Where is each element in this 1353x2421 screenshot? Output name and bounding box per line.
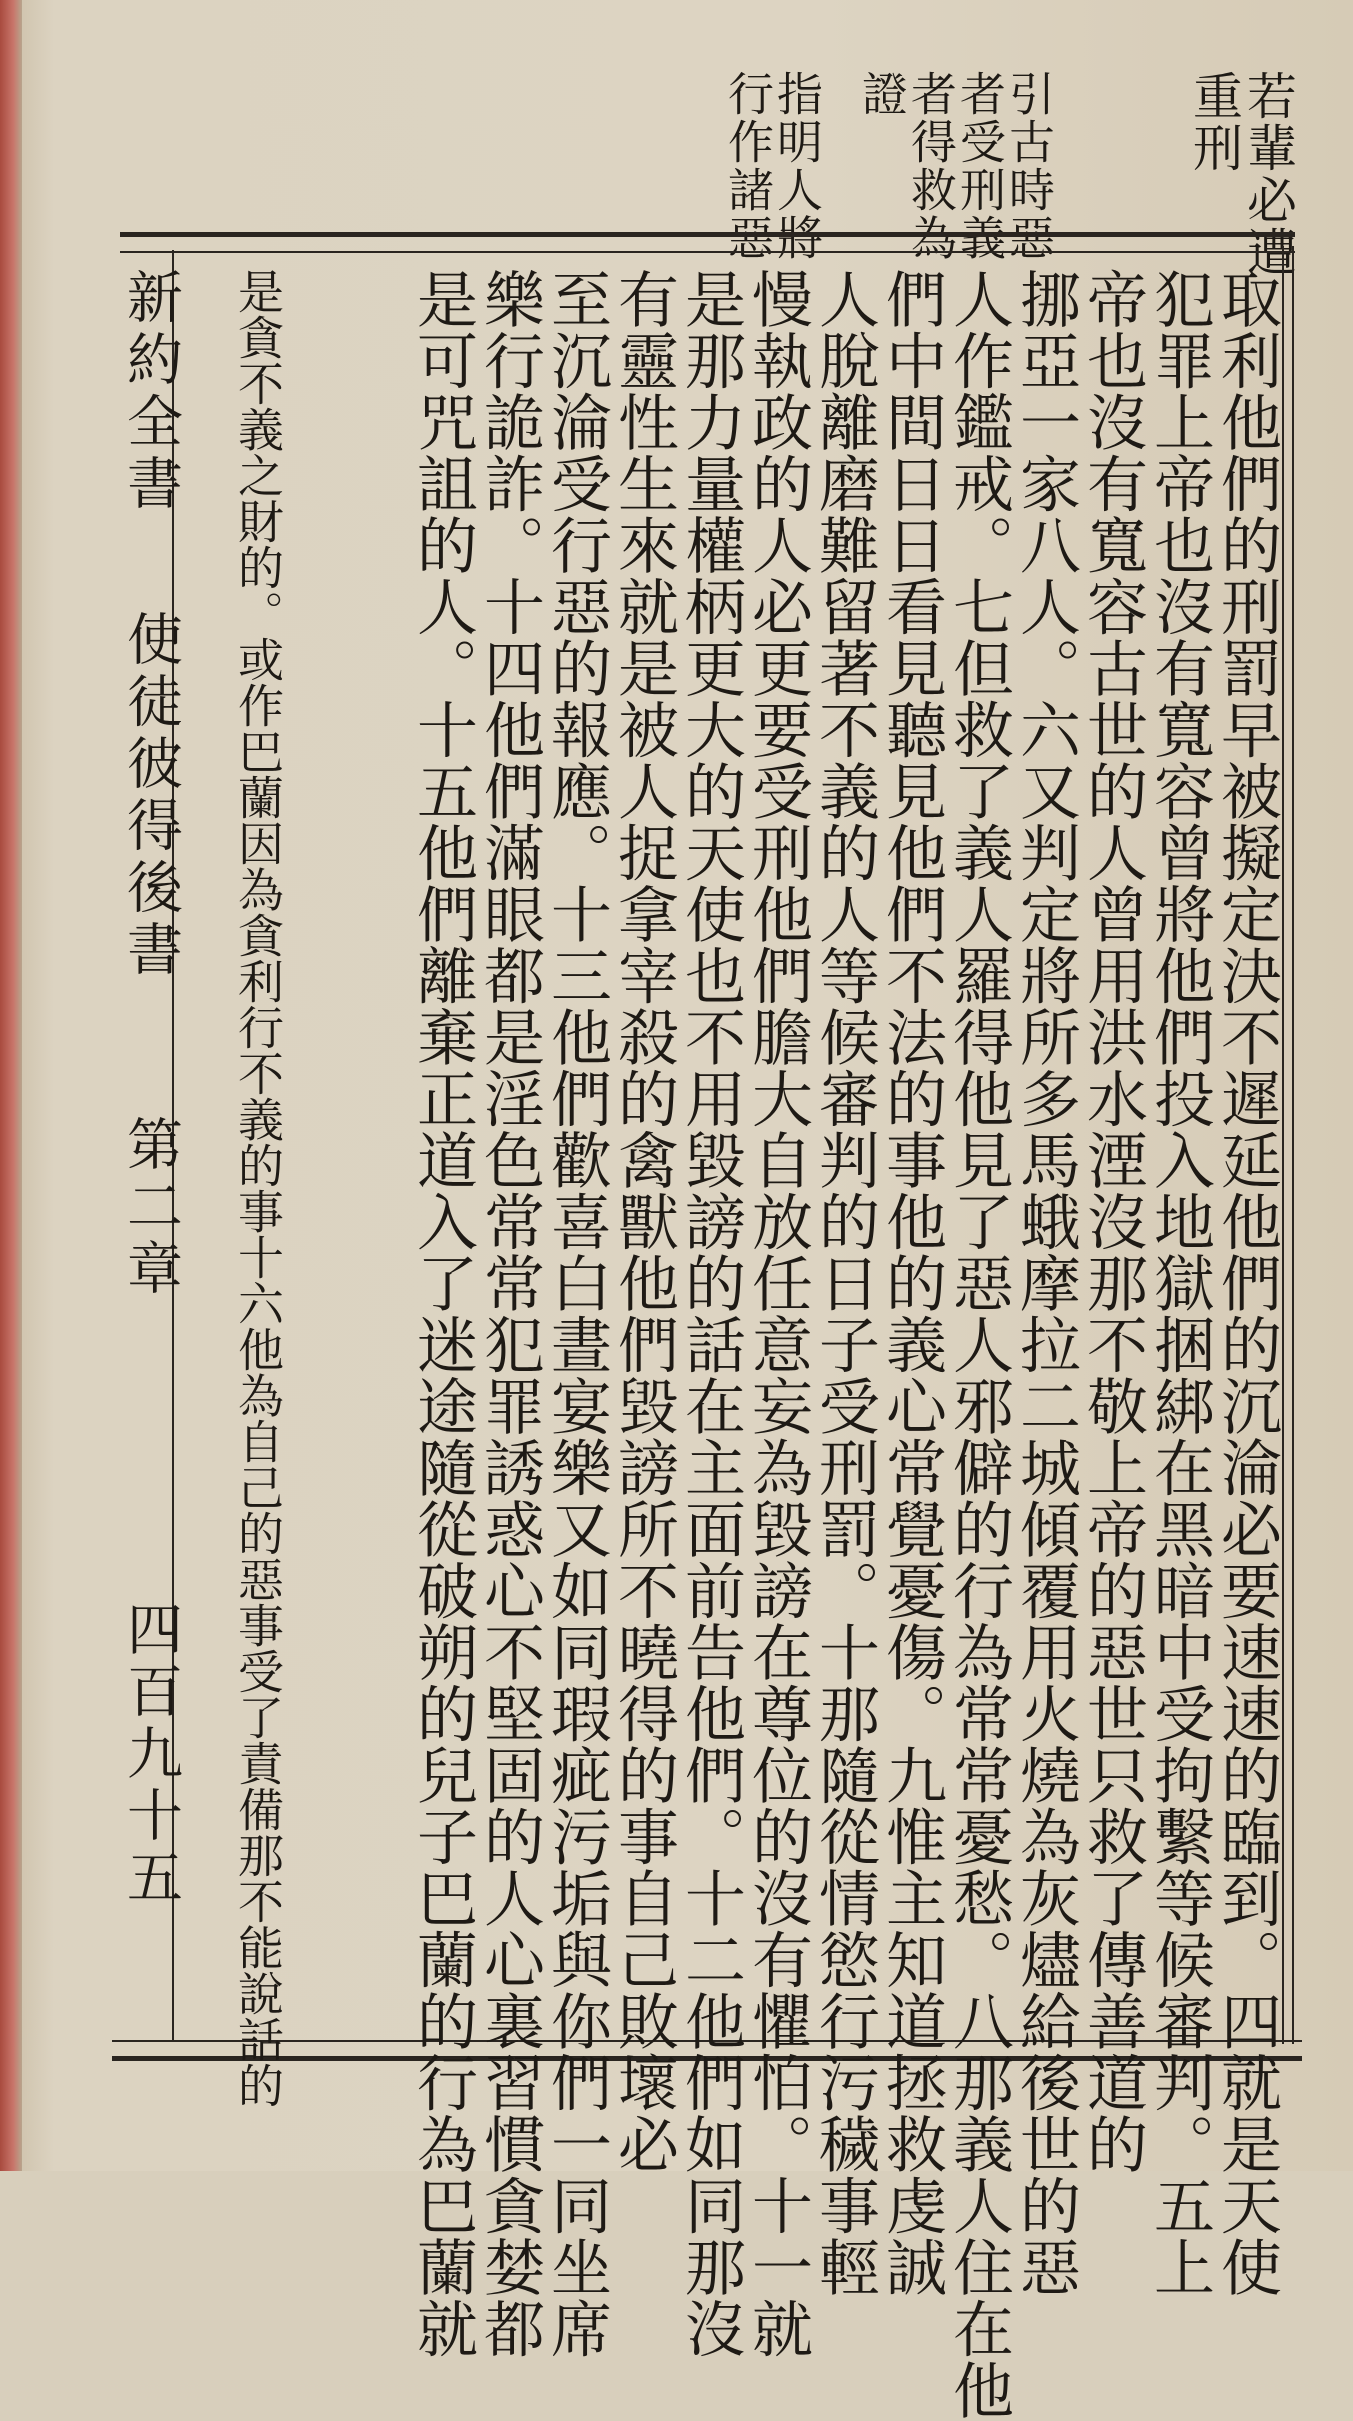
text-column: 帝也沒有寬容古世的人曾用洪水湮沒那不敬上帝的惡世只救了傳善道的	[1077, 268, 1148, 2175]
text-column: 至沉淪受行惡的報應。十三他們歡喜白晝宴樂又如同瑕疵污垢與你們一同坐席	[541, 268, 612, 2359]
margin-note-line: 引古時惡	[1002, 70, 1056, 262]
margin-note-line: 指明人將	[770, 70, 824, 262]
text-column: 犯罪上帝也沒有寬容曾將他們投入地獄捆綁在黑暗中受拘繫等候審判。五上	[1144, 268, 1215, 2298]
frame-top-rule	[120, 232, 1295, 253]
text-column: 有靈性生來就是被人捉拿宰殺的禽獸他們毀謗所不曉得的事自己敗壞必	[608, 268, 679, 2175]
text-column: 人作鑑戒。七但救了義人羅得他見了惡人邪僻的行為常常憂愁。八那義人住在他	[943, 268, 1014, 2421]
text-column-last: 是貪不義之財的。或作巴蘭因為貪利行不義的事十六他為自己的惡事受了責備那不能說話的	[231, 268, 285, 2108]
page-number: 四百九十五	[118, 1600, 183, 1910]
book-title: 新約全書	[118, 268, 183, 516]
text-column: 挪亞一家八人。六又判定將所多馬蛾摩拉二城傾覆用火燒為灰燼給後世的惡	[1010, 268, 1081, 2298]
margin-note-line: 者得救為	[904, 70, 958, 262]
frame-right-rule	[1282, 246, 1294, 2044]
text-column: 是可咒詛的人。十五他們離棄正道入了迷途隨從破朔的兒子巴蘭的行為巴蘭就	[407, 268, 478, 2359]
text-column: 慢執政的人必更要受刑他們膽大自放任意妄為毀謗在尊位的沒有懼怕。十一就	[742, 268, 813, 2359]
margin-note-line: 若輩必遭	[1239, 70, 1297, 278]
text-column: 們中間日日看見聽見他們不法的事他的義心常覺憂傷。九惟主知道拯救虔誠	[876, 268, 947, 2298]
margin-note-line: 者受刑義	[953, 70, 1007, 262]
margin-note-line: 證	[855, 70, 909, 118]
book-spine-edge	[0, 0, 22, 2171]
chapter-label: 第二章	[118, 1115, 183, 1301]
text-column: 取利他們的刑罰早被擬定決不遲延他們的沉淪必要速速的臨到。四就是天使	[1211, 268, 1282, 2298]
text-column: 樂行詭詐。十四他們滿眼都是淫色常常犯罪誘惑心不堅固的人心裏習慣貪婪都	[474, 268, 545, 2359]
margin-note-line: 重刑	[1185, 70, 1243, 174]
epistle-title: 使徒彼得後書	[118, 610, 183, 982]
text-column: 是那力量權柄更大的天使也不用毀謗的話在主面前告他們。十二他們如同那沒	[675, 268, 746, 2359]
margin-note-line: 行作諸惡	[721, 70, 775, 262]
text-column: 人脫離磨難留著不義的人等候審判的日子受刑罰。十那隨從情慾行污穢事輕	[809, 268, 880, 2298]
